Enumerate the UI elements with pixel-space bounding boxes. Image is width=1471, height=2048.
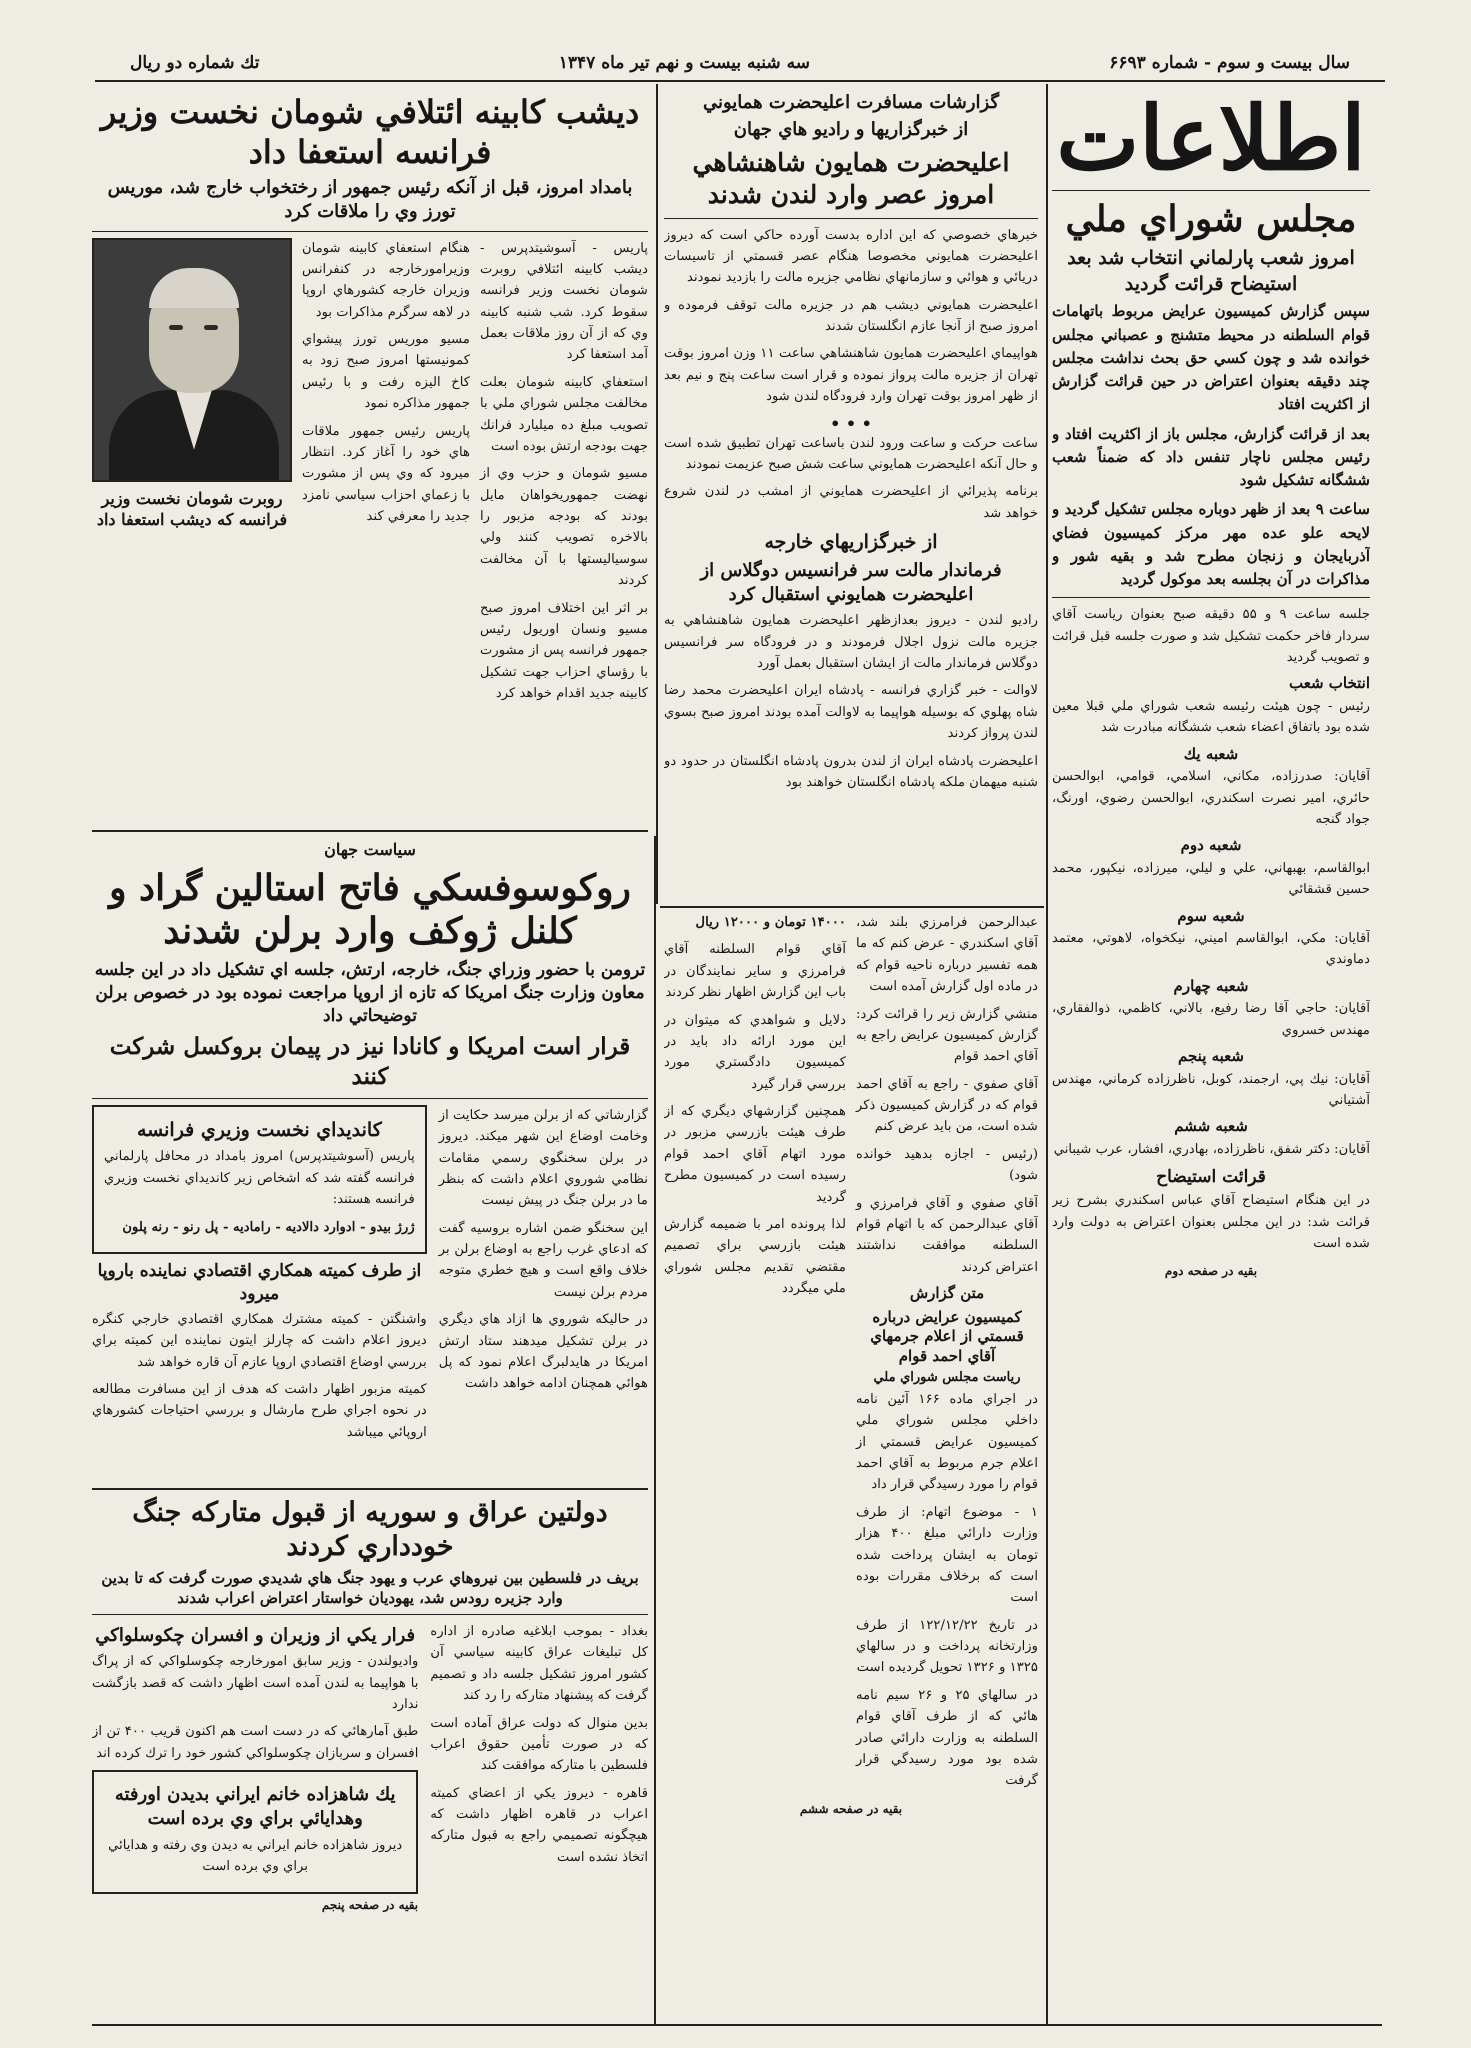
report-center-4: همچنين گزارشهاي ديگري كه از طرف هيئت بازرسي مزبور در مورد اتهام آقاي احمد قوام رسيده است در كميسيون مطرح گرديد bbox=[664, 1104, 846, 1205]
shoab-5-names: آقايان: نيك پي، ارجمند، كوبل، ناظرزاده كرماني، مهندس آشتياني bbox=[1052, 1071, 1370, 1108]
shoab-2-names: ابوالقاسم، بهبهاني، علي و ليلي، ميرزاده، نيكپور، محمد حسين قشقائي bbox=[1052, 860, 1370, 898]
col-divider-2 bbox=[656, 84, 658, 904]
world-label: سياست جهان bbox=[324, 840, 416, 859]
shoab-5: شعبه پنجم bbox=[1178, 1047, 1244, 1066]
majlis-lead-3: ساعت ۹ بعد از ظهر دوباره مجلس تشكيل گرديد و لايحه علو عده مهر مركز كميسيون فضاي آذربايجان و زنجان مطرح شد و بقيه شور و مذاكرات در آن بجلسه بعد موكول گرديد bbox=[1052, 500, 1370, 589]
france-body-4: مسيو شومان و حزب وي از نهضت جمهوريخواهان مايل بودند كه بودجه مزبور را بالاخره تصويب كنند ولي سوسياليستها با آن مخالفت كردند bbox=[480, 466, 648, 589]
col-divider-1 bbox=[1046, 84, 1048, 2024]
shah-body-6: راديو لندن - ديروز بعدازظهر اعليحضرت همايون شاهنشاهي به جزيره مالت نزول اجلال فرمودند و در فرودگاه سر فرانسيس دوگلاس فرماندار مالت از ايشان استقبال بعمل آورد bbox=[664, 613, 1038, 672]
shoab-1: شعبه يك bbox=[1183, 744, 1239, 763]
iraq-footer: بقيه در صفحه پنجم bbox=[321, 1897, 419, 1912]
shah-body-7: لاوالت - خبر گزاري فرانسه - پادشاه ايران اعليحضرت محمد رضا شاه پهلوي كه بوسيله هواپيما به لاوالت آمده بودند امروز صبح بسوي لندن پرواز كردند bbox=[664, 683, 1038, 742]
france-body-3: استعفاي كابينه شومان بعلت مخالفت مجلس شوراي ملي با تصويب مبلغ ده ميليارد فرانك جهت بودجه ارتش بوده است bbox=[480, 374, 648, 454]
shah-title: اعليحضرت همايون شاهنشاهي امروز عصر وارد لندن شدند bbox=[692, 147, 1010, 210]
econ-body: واشنگتن - كميته مشترك همكاري اقتصادي خارجي كنگره ديروز اعلام داشت كه چارلز ايتون نماينده اين كميته براي بررسي اوضاع اقتصادي اروپا عازم آن قاره خواهد شد bbox=[92, 1311, 427, 1370]
report-subtitle: متن گزارش bbox=[909, 1284, 985, 1302]
shoab-6: شعبه ششم bbox=[1174, 1117, 1248, 1136]
shah-column bbox=[664, 88, 1038, 903]
shah-body-2: اعليحضرت همايوني ديشب هم در جزيره مالت توقف فرموده و امروز صبح از آنجا عازم انگلستان شدند bbox=[664, 297, 1038, 335]
report-body-8: در تاريخ ۱۲۲/۱۲/۲۲ از طرف وزارتخانه پرداخت و در سالهاي ۱۳۲۵ و ۱۳۲۶ تحويل گرديده است bbox=[856, 1617, 1038, 1676]
france-body-6: مسيو موريس تورز پيشواي كمونيستها امروز صبح زود به كاخ اليزه رفت و با رئيس جمهور مذاكره نمود bbox=[302, 332, 470, 412]
schuman-photo bbox=[92, 238, 292, 482]
cand-body: پاريس (آسوشيتدپرس) امروز بامداد در محافل پارلماني فرانسه گفته شد كه اشخاص زير كانديداي نخست وزيري فرانسه هستند: bbox=[104, 1149, 415, 1208]
world-title: روكوسوفسكي فاتح استالين گراد و كلنل ژوكف وارد برلن شدند bbox=[109, 866, 631, 952]
majlis-lead-2: بعد از قرائت گزارش، مجلس باز از اكثريت افتاد و رئيس مجلس ناچار تنفس داد كه ضمناً شعب ششگانه تشكيل شود bbox=[1052, 424, 1370, 490]
iraq-column bbox=[92, 1492, 648, 2032]
report-column bbox=[664, 912, 1038, 2022]
world-column bbox=[92, 836, 648, 1486]
shah-body-4: ساعت حركت و ساعت ورود لندن باساعت تهران تطبيق شده است و حال آنكه اعليحضرت همايوني ساعت شش صبح عزيمت نمودند bbox=[664, 435, 1038, 472]
col-divider-3 bbox=[654, 836, 656, 2026]
princess-body: ديروز شاهزاده خانم ايراني به ديدن وي رفته و هدايائي براي وي برده است bbox=[108, 1837, 403, 1875]
shah-dots: • • • bbox=[830, 413, 872, 433]
shah-body-8: اعليحضرت پادشاه ايران از لندن بدرون پادشاه انگلستان در حدود دو شنبه ميهمان ملكه پادشاه انگلستان خواهند بود bbox=[664, 753, 1038, 790]
world-subhead: ترومن با حضور وزراي جنگ، خارجه، ارتش، جلسه اي تشكيل داد در اين جلسه معاون وزارت جنگ امريكا كه تازه از اروپا مراجعت نموده بود در خصوص برلن توضيحاتي داد bbox=[94, 960, 646, 1027]
shoab-3-names: آقايان: مكي، ابوالقاسم اميني، نيكخواه، لاهوتي، معتمد دماوندي bbox=[1052, 931, 1370, 968]
majlis-column bbox=[1052, 84, 1370, 2019]
iraq-body-3: قاهره - ديروز يكي از اعضاي كميته اعراب در قاهره اظهار داشت كه هيچگونه تصميمي راجع به قبول متاركه اتخاذ نشده است bbox=[430, 1785, 648, 1865]
shah-kicker-2: از خبرگزاريها و راديو هاي جهان bbox=[733, 119, 969, 141]
shah-body-3: هواپيماي اعليحضرت همايون شاهنشاهي ساعت ۱۱ وزن امروز بوقت تهران از جزيره مالت پرواز نموده و قرار است ساعت پنج و نيم بعد از ظهر امروز بوقت تهران وارد فرودگاه لندن شود bbox=[664, 346, 1038, 405]
shoab-1-names: آقايان: صدرزاده، مكاني، اسلامي، قوامي، ابوالحسن حائري، امير نصرت اسكندري، ابوالحسن رضوي، اورنگ، جواد گنجه bbox=[1052, 769, 1370, 827]
iraq-subhead: بريف در فلسطين بين نيروهاي عرب و يهود جنگ هاي شديدي صورت گرفت كه تا بدين وارد جزيره رودس شد، يهوديان خواستار اعتراض اعراب شدند bbox=[101, 1568, 639, 1607]
france-column bbox=[92, 88, 648, 828]
world-body-2: اين سخنگو ضمن اشاره بروسيه گفت كه ادعاي غرب راجع به اوضاع برلن بر خلاف واقع است و هيچ خطري متوجه مردم برلن نيست bbox=[438, 1220, 648, 1300]
majlis-title: مجلس شوراي ملي bbox=[1065, 198, 1357, 240]
bottom-rule bbox=[92, 2024, 1382, 2026]
shoab-4: شعبه چهارم bbox=[1173, 976, 1249, 995]
iraq-body-1: بغداد - بموجب ابلاغيه صادره از اداره كل تبليغات عراق كابينه سياسي آن كشور امروز تشكيل جلسه داد و تصميم گرفت كه پيشنهاد متاركه را رد كند bbox=[430, 1624, 648, 1704]
shah-body-1: خبرهاي خصوصي كه اين اداره بدست آورده حاكي است كه ديروز اعليحضرت همايوني مخصوصا هنگام عصر قسمتي از تاسيسات دريائي و هوائي و سازمانهاي نظامي جزيره مالت را بازديد نمودند bbox=[664, 227, 1038, 286]
candidates-box bbox=[92, 1105, 427, 1254]
photo-caption: روبرت شومان نخست وزير فرانسه كه ديشب استعفا داد bbox=[96, 488, 288, 530]
shah-kicker: گزارشات مسافرت اعليحضرت همايوني bbox=[702, 92, 1000, 113]
report-body-1: عبدالرحمن فرامرزي بلند شد، آقاي اسكندري - عرض كنم كه ما همه تفسير درباره ناحيه قوام كه در ماده اول گزارش آمده است bbox=[856, 915, 1038, 995]
econ-body-2: كميته مزبور اظهار داشت كه هدف از اين مسافرت مطالعه در نحوه اجراي طرح مارشال و بررسي احتياجات كشورهاي اروپائي ميباشد bbox=[92, 1381, 427, 1440]
top-rule bbox=[95, 80, 1385, 82]
report-body-7: ۱ - موضوع اتهام: از طرف وزارت دارائي مبلغ ۴۰۰ هزار تومان به ايشان پرداخت شده است كه برخلاف مقررات بوده است bbox=[856, 1504, 1038, 1606]
france-body-1: پاريس - آسوشيتدپرس - ديشب كابينه ائتلافي روبرت شومان نخست وزير فرانسه سقوط كرد. شب شنبه كابينه وي كه از آن روز ملاقات بعمل آمد استعفا كرد bbox=[480, 240, 648, 363]
france-body-2: هنگام استعفاي كابينه شومان وزيرامورخارجه در كنفرانس وزيران خارجه كشورهاي اروپا در لاهه سرگرم مذاكرات بود bbox=[302, 240, 470, 320]
shoab-6-names: آقايان: دكتر شفق، ناظرزاده، بهادري، افشار، عرب شيباني bbox=[1053, 1141, 1370, 1157]
iraq-title: دولتين عراق و سوريه از قبول متاركه جنگ خودداري كردند bbox=[132, 1497, 608, 1562]
report-body-6: در اجراي ماده ۱۶۶ آئين نامه داخلي مجلس شوراي ملي كميسيون عرايض قسمتي از اعلام جرم مربوط به آقاي احمد قوام را مورد رسيدگي قرار داد bbox=[856, 1391, 1038, 1493]
france-subhead: بامداد امروز، قبل از آنكه رئيس جمهور از رختخواب خارج شد، موريس تورز وي را ملاقات كرد bbox=[107, 177, 633, 223]
report-center-3: دلايل و شواهدي كه ميتوان در اين مورد ارائه داد بايد در كميسيون دادگستري مورد بررسي قرار گيرد bbox=[664, 1012, 846, 1092]
majlis-body-1: جلسه ساعت ۹ و ۵۵ دقيقه صبح بعنوان رياست آقاي سردار فاخر حكمت تشكيل شد و صورت جلسه قبل قرائت و تصويب گرديد bbox=[1052, 607, 1370, 666]
france-body-7: پاريس رئيس جمهور ملاقات هاي خود را آغاز كرد. انتظار ميرود كه وي پس از مشورت با زعماي احزاب سياسي نامزد جديد را معرفي كند bbox=[302, 423, 470, 525]
report-center-1: ۱۴۰۰۰ تومان و ۱۲۰۰۰ ريال bbox=[695, 915, 846, 930]
report-body-4: (رئيس - اجازه بدهيد خوانده شود) bbox=[856, 1146, 1038, 1184]
world-bottom-rule bbox=[92, 1488, 648, 1490]
issue-price: تك شماره دو ريال bbox=[130, 53, 260, 73]
shah-sub-2-title: فرماندار مالت سر فرانسيس دوگلاس از اعليحضرت همايوني استقبال كرد bbox=[700, 559, 1002, 606]
france-title: ديشب كابينه ائتلافي شومان نخست وزير فرانسه استعفا داد bbox=[100, 93, 640, 171]
masthead-info bbox=[130, 50, 1350, 76]
majlis-subhead: امروز شعب پارلماني انتخاب شد بعد استيضاح قرائت گرديد bbox=[1067, 247, 1355, 295]
shoab-title: انتخاب شعب bbox=[1289, 674, 1370, 693]
shah-body-5: برنامه پذيرائي از اعليحضرت همايوني از امشب در لندن شروع خواهد شد bbox=[664, 484, 1038, 521]
report-body-5: آقاي صفوي و آقاي فرامرزي و آقاي عبدالرحمن كه با اتهام قوام السلطنه موافقت نداشتند اعتراض كردند bbox=[856, 1195, 1038, 1275]
shoab-3: شعبه سوم bbox=[1177, 906, 1245, 925]
shoab-4-names: آقايان: حاجي آقا رضا رفيع، بالاني، كاظمي، ذوالفقاري، مهندس خسروي bbox=[1052, 1001, 1370, 1038]
cz-title: فرار يكي از وزيران و افسران چكوسلواكي bbox=[95, 1625, 416, 1646]
iraq-body-2: بدين منوال كه دولت عراق آماده است كه در صورت تأمين حقوق اعراب فلسطين با متاركه موافقت كند bbox=[430, 1715, 648, 1774]
report-body-9: در سالهاي ۲۵ و ۲۶ سيم نامه هائي كه از طرف آقاي قوام السلطنه به وزارت دارائي صادر شده بود مورد رسيدگي قرار گرفت bbox=[856, 1687, 1038, 1789]
shoab-body: رئيس - چون هيئت رئيسه شعب شوراي ملي قبلا معين شده بود باتفاق اعضاء شعب ششگانه مبادرت شد bbox=[1052, 698, 1370, 736]
world-body-3: در حاليكه شوروي ها ازاد هاي ديگري در برلن تشكيل ميدهند ستاد ارتش امريكا در هايدلبرگ اعلام نمود كه پل هوائي همچنان ادامه خواهد داشت bbox=[438, 1312, 648, 1392]
majlis-footer: بقيه در صفحه دوم bbox=[1164, 1264, 1258, 1279]
cand-list: ژرژ بيدو - ادوارد دالاديه - رامادیه - پل رنو - رنه پلون bbox=[122, 1219, 415, 1235]
princess-box bbox=[92, 1770, 418, 1893]
world-body-1: گزارشاتي كه از برلن ميرسد حكايت از وخامت اوضاع اين شهر ميكند. ديروز در برلن سخنگوي رسمي مقامات نظامي شوروي اعلام داشت كه بنظر ما در برلن جنگ در پيش نيست bbox=[438, 1107, 648, 1209]
cz-body: واديولندن - وزير سابق امورخارجه چكوسلواكي كه از پراگ با هواپيما به لندن آمده است اظهار داشت كه قصد بازگشت ندارد bbox=[92, 1654, 419, 1713]
report-center-2: آقاي قوام السلطنه آقاي فرامرزي و ساير نمايندگان در باب اين گزارش اظهار نظر كردند bbox=[664, 942, 846, 1001]
econ-title: از طرف كميته همكاري اقتصادي نماينده باروپا ميرود bbox=[97, 1260, 422, 1304]
estizah-title: قرائت استيضاح bbox=[1156, 1167, 1266, 1188]
france-body-5: بر اثر اين اختلاف امروز صبح مسيو ونسان اوريول رئيس جمهور فرانسه پس از مشورت با رؤساي احزاب جهت تشكيل كابينه جديد اقدام خواهد كرد bbox=[480, 600, 648, 702]
princess-title: يك شاهزاده خانم ايراني بديدن اورفته وهدايائي براي وي برده است bbox=[114, 1784, 396, 1830]
cand-title: كانديداي نخست وزيري فرانسه bbox=[136, 1118, 382, 1141]
france-bottom-rule bbox=[92, 830, 648, 832]
report-body-3: آقاي صفوي - راجع به آقاي احمد قوام كه در گزارش كميسيون ذكر شده است، من باید عرض كنم bbox=[856, 1076, 1038, 1135]
cz-body-2: طبق آمارهائي كه در دست است هم اكنون قريب ۴۰۰ تن از افسران و سربازان چكوسلواكي كشور خود را ترك كرده اند bbox=[92, 1724, 419, 1761]
report-subtitle-3: رياست مجلس شوراي ملي bbox=[873, 1370, 1021, 1385]
report-subtitle-2: كميسيون عرايض درباره قسمتي از اعلام جرمهاي آقاي احمد قوام bbox=[870, 1307, 1024, 1365]
estizah-body: در اين هنگام استيضاح آقاي عباس اسكندري بشرح زير قرائت شد: در اين مجلس بعنوان اعتراض به دولت وارد شده است bbox=[1052, 1193, 1370, 1251]
issue-number: سال بيست و سوم - شماره ۶۶۹۳ bbox=[1109, 53, 1350, 73]
shoab-2: شعبه دوم bbox=[1180, 836, 1242, 855]
majlis-lead: سپس گزارش كميسيون عرايض مربوط باتهامات قوام السلطنه در محيط متشنج و عصباني مجلس خوانده شد و چون كسي حق بحث نداشت مجلس چند دقيقه بعنوان اعتراض در حين قرائت گزارش از اكثريت افتاد bbox=[1052, 302, 1370, 414]
newspaper-logo: اطلاعات bbox=[1056, 86, 1366, 190]
shah-sub-2: از خبرگزاريهاي خارجه bbox=[764, 531, 938, 554]
world-subhead-2: قرار است امريكا و كانادا نيز در پيمان بروكسل شركت كنند bbox=[109, 1032, 631, 1090]
shah-bottom-rule bbox=[660, 906, 1044, 908]
report-footer: بقيه در صفحه ششم bbox=[799, 1801, 903, 1816]
report-center-5: لذا پرونده امر با ضميمه گزارش هيئت بازرسي براي تصميم مقتضي تقديم مجلس شوراي ملي ميگردد bbox=[664, 1216, 846, 1296]
report-body-2: منشي گزارش زير را قرائت كرد: گزارش كميسيون عرايض راجع به آقاي احمد قوام bbox=[856, 1006, 1038, 1065]
issue-date: سه شنبه بيست و نهم تير ماه ۱۳۴۷ bbox=[558, 53, 810, 73]
